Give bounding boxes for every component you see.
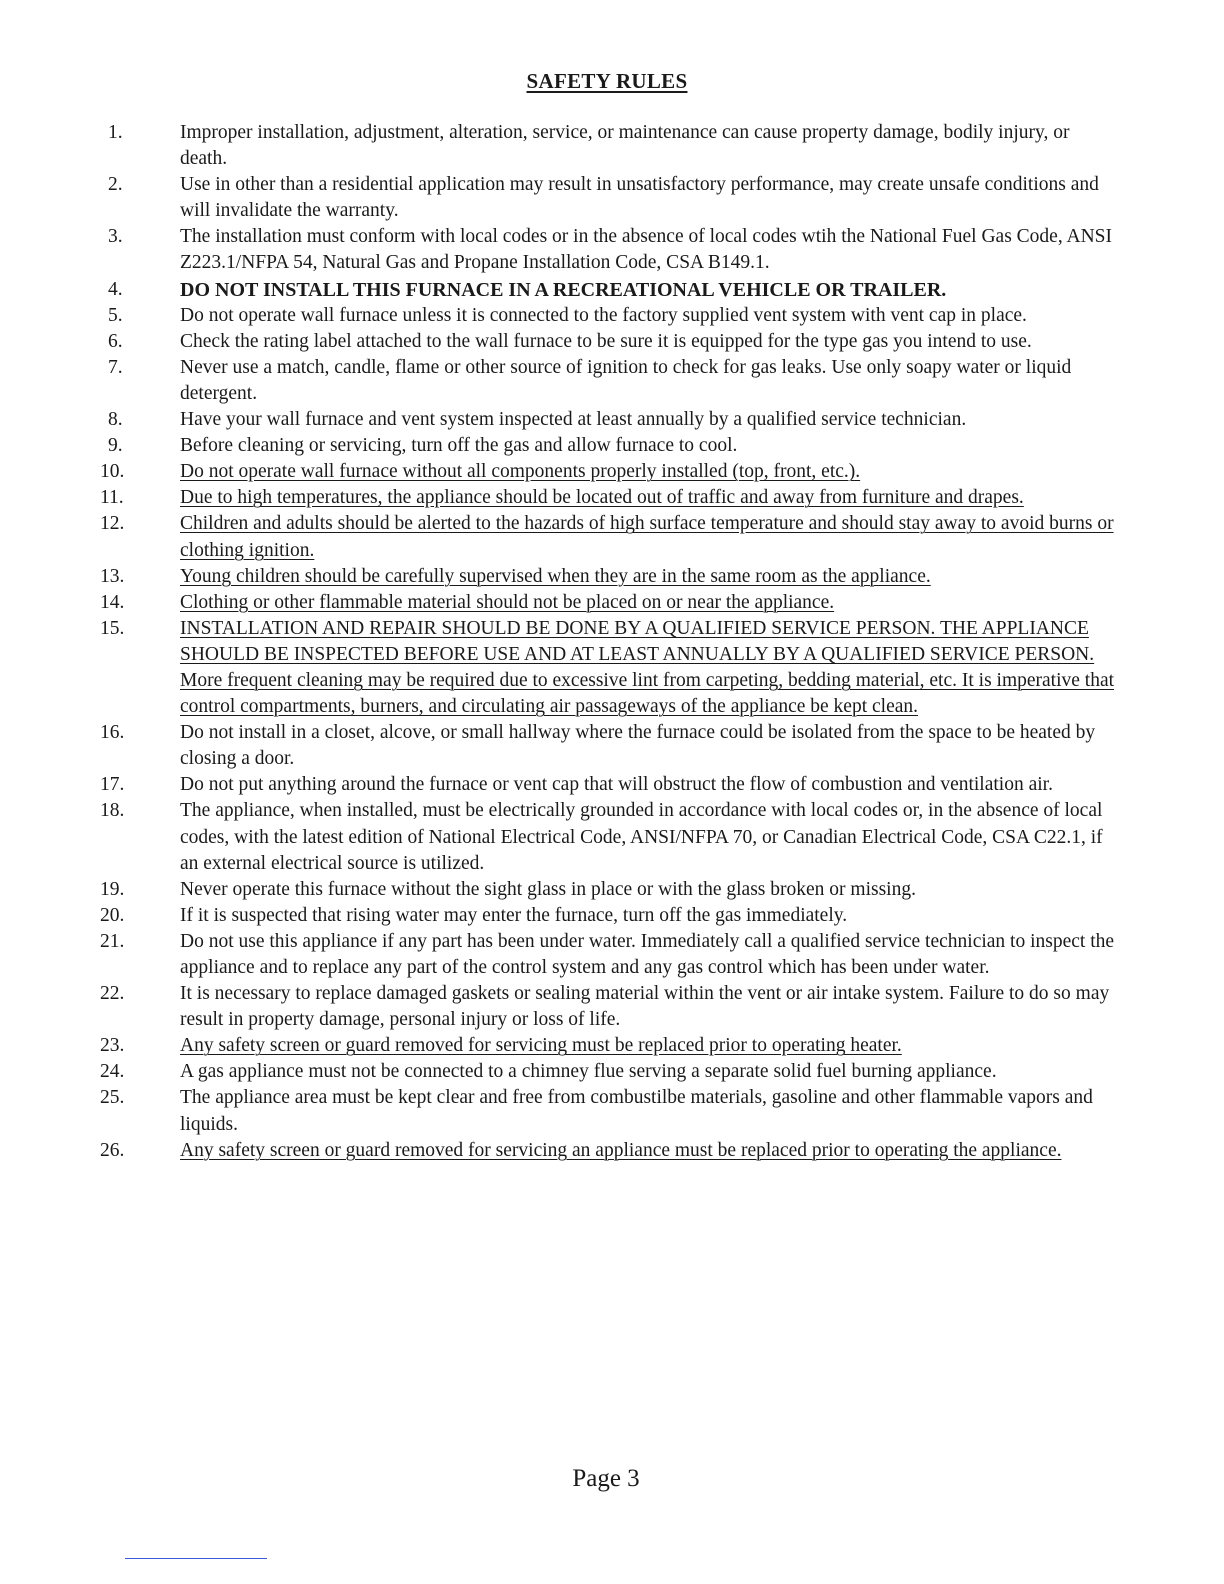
rule-text: Do not put anything around the furnace or vent cap that will obstruct the flow of combustion and ventilation air.: [180, 774, 1053, 796]
list-item: [100, 798, 1115, 876]
list-item: [100, 1085, 1115, 1137]
list-item: [100, 981, 1115, 1033]
list-item: [100, 459, 1115, 485]
rule-text: Any safety screen or guard removed for servicing must be replaced prior to operating heater.: [180, 1035, 902, 1057]
rule-number: 23.: [100, 1035, 125, 1057]
list-item: [100, 1138, 1115, 1164]
rule-number: 15.: [100, 617, 125, 639]
rule-number: 21.: [100, 930, 125, 952]
rule-text: The appliance area must be kept clear and free from combustilbe materials, gasoline and other flammable vapors and liquids.: [180, 1087, 1093, 1135]
rule-text: Due to high temperatures, the appliance should be located out of traffic and away from furniture and drapes.: [180, 487, 1024, 509]
rule-text: Any safety screen or guard removed for servicing an appliance must be replaced prior to operating the appliance.: [180, 1139, 1062, 1161]
rule-number: 20.: [100, 904, 125, 926]
list-item: [100, 1059, 1115, 1085]
rule-text: Young children should be carefully supervised when they are in the same room as the appliance.: [180, 565, 931, 587]
rule-number: 14.: [100, 591, 125, 613]
list-item: [100, 590, 1115, 616]
rule-number: 19.: [100, 878, 125, 900]
rule-text: Before cleaning or servicing, turn off the gas and allow furnace to cool.: [180, 435, 738, 457]
rule-number: 3.: [108, 226, 123, 248]
rule-number: 17.: [100, 774, 125, 796]
list-item: [100, 224, 1115, 276]
rule-text: The installation must conform with local codes or in the absence of local codes wtih the National Fuel Gas Code, ANSI Z223.1/NFPA 54, Natural Gas and Propane Installation Code, CSA B149.1.: [180, 226, 1112, 274]
list-item: [100, 485, 1115, 511]
list-item: [100, 877, 1115, 903]
list-item: [100, 172, 1115, 224]
rule-number: 24.: [100, 1061, 125, 1083]
footer-divider: [125, 1558, 267, 1559]
rule-text: Do not operate wall furnace without all components properly installed (top, front, etc.).: [180, 461, 861, 483]
rule-text: Children and adults should be alerted to the hazards of high surface temperature and should stay away to avoid burns or clothing ignition.: [180, 513, 1114, 561]
rule-text: Never operate this furnace without the sight glass in place or with the glass broken or missing.: [180, 878, 916, 900]
rule-text: Improper installation, adjustment, alteration, service, or maintenance can cause property damage, bodily injury, or death.: [180, 122, 1070, 170]
list-item: [100, 772, 1115, 798]
rule-text: Have your wall furnace and vent system inspected at least annually by a qualified service technician.: [180, 409, 967, 431]
rule-text: The appliance, when installed, must be electrically grounded in accordance with local codes or, in the absence of local codes, with the latest edition of National Electrical Code, ANSI/NFPA 70, or Canadian Electrical Code, CSA C22.1, if an external electrical source is utilized.: [180, 800, 1103, 874]
rule-text: Use in other than a residential application may result in unsatisfactory performance, may create unsafe conditions and will invalidate the warranty.: [180, 174, 1099, 222]
list-item: [100, 564, 1115, 590]
rule-number: 10.: [100, 461, 125, 483]
page-number: Page 3: [572, 1465, 640, 1492]
list-item: [100, 120, 1115, 172]
rule-number: 1.: [108, 122, 123, 143]
rule-number: 4.: [108, 278, 123, 300]
list-item: [100, 407, 1115, 433]
rule-text: INSTALLATION AND REPAIR SHOULD BE DONE BY A QUALIFIED SERVICE PERSON. THE APPLIANCE SHOULD BE INSPECTED BEFORE USE AND AT LEAST ANNUALLY BY A QUALIFIED SERVICE PERSON. More frequent cleaning may be required due to excessive lint from carpeting, bedding material, etc. It is imperative that control compartments, burners, and circulating air passageways of the appliance be kept clean.: [180, 617, 1115, 718]
rule-text: Do not use this appliance if any part has been under water. Immediately call a qualified service technician to inspect the appliance and to replace any part of the control system and any gas control which has been under water.: [180, 930, 1115, 978]
rule-number: 16.: [100, 722, 125, 744]
list-item: [100, 1033, 1115, 1059]
list-item: [100, 929, 1115, 981]
list-item: [100, 616, 1115, 720]
page-title: SAFETY RULES: [526, 69, 688, 93]
rule-number: 26.: [100, 1139, 125, 1161]
rule-number: 13.: [100, 565, 125, 587]
rule-text: It is necessary to replace damaged gaskets or sealing material within the vent or air intake system. Failure to do so may result in property damage, personal injury or loss of life.: [180, 983, 1110, 1031]
list-item: [100, 433, 1115, 459]
rule-number: 2.: [108, 174, 123, 196]
rule-number: 8.: [108, 409, 123, 431]
rule-text: A gas appliance must not be connected to a chimney flue serving a separate solid fuel burning appliance.: [180, 1061, 997, 1083]
list-item: [100, 511, 1115, 563]
rule-number: 25.: [100, 1087, 125, 1109]
list-item: [100, 355, 1115, 407]
rule-number: 11.: [100, 487, 124, 509]
rule-text: Check the rating label attached to the wall furnace to be sure it is equipped for the type gas you intend to use.: [180, 330, 1032, 352]
list-item: [100, 903, 1115, 929]
rule-text: Do not operate wall furnace unless it is connected to the factory supplied vent system with vent cap in place.: [180, 304, 1027, 326]
rule-number: 22.: [100, 983, 125, 1005]
rule-number: 7.: [108, 356, 123, 378]
list-item: [100, 303, 1115, 329]
rule-number: 6.: [108, 330, 123, 352]
list-item: [100, 277, 1115, 303]
rule-text: Clothing or other flammable material should not be placed on or near the appliance.: [180, 591, 835, 613]
rule-text: DO NOT INSTALL THIS FURNACE IN A RECREATIONAL VEHICLE OR TRAILER.: [180, 278, 947, 301]
rule-text: Never use a match, candle, flame or other source of ignition to check for gas leaks. Use only soapy water or liquid detergent.: [180, 356, 1072, 404]
safety-rules-list: [100, 120, 1115, 1164]
list-item: [100, 720, 1115, 772]
rule-number: 5.: [108, 304, 123, 326]
rule-text: Do not install in a closet, alcove, or small hallway where the furnace could be isolated from the space to be heated by closing a door.: [180, 722, 1096, 770]
list-item: [100, 329, 1115, 355]
rule-number: 9.: [108, 435, 123, 457]
rule-number: 18.: [100, 800, 125, 822]
rule-number: 12.: [100, 513, 125, 535]
rule-text: If it is suspected that rising water may enter the furnace, turn off the gas immediately.: [180, 904, 848, 926]
